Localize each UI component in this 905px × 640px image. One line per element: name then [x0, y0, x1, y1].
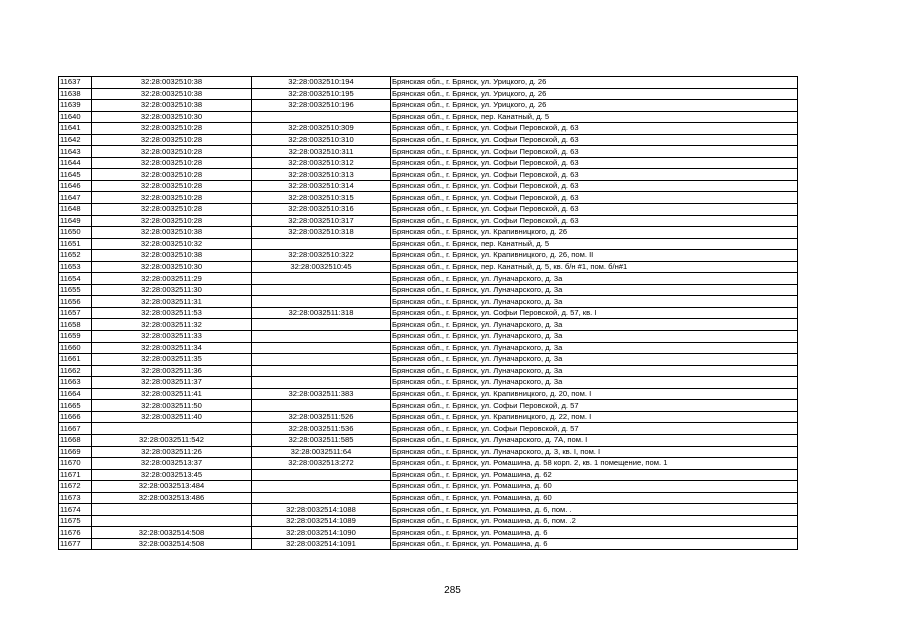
address-cell: Брянская обл., г. Брянск, ул. Ромашина, д. 62 [391, 469, 798, 481]
table-row [59, 469, 798, 481]
address-cell: Брянская обл., г. Брянск, пер. Канатный, д. 5 [391, 238, 798, 250]
table-row [59, 538, 798, 550]
page-number: 285 [444, 585, 461, 596]
object-cadastral-number-cell [252, 469, 391, 481]
parcel-cadastral-number-cell [92, 423, 252, 435]
address-cell: Брянская обл., г. Брянск, ул. Луначарского, д. 3а [391, 273, 798, 285]
row-number-cell: 11667 [59, 423, 92, 435]
address-cell: Брянская обл., г. Брянск, пер. Канатный, д. 5, кв. б/н #1, пом. б/н#1 [391, 261, 798, 273]
row-number-cell: 11672 [59, 481, 92, 493]
table-row [59, 446, 798, 458]
object-cadastral-number-cell: 32:28:0032514:1091 [252, 538, 391, 550]
object-cadastral-number-cell: 32:28:0032510:311 [252, 146, 391, 158]
parcel-cadastral-number-cell [92, 504, 252, 516]
table-row [59, 307, 798, 319]
table-row [59, 273, 798, 285]
address-cell: Брянская обл., г. Брянск, ул. Урицкого, д. 26 [391, 100, 798, 112]
address-cell: Брянская обл., г. Брянск, ул. Ромашина, д. 60 [391, 492, 798, 504]
parcel-cadastral-number-cell: 32:28:0032510:38 [92, 250, 252, 262]
table-row [59, 377, 798, 389]
object-cadastral-number-cell [252, 273, 391, 285]
table-row [59, 296, 798, 308]
table-row [59, 157, 798, 169]
table-row [59, 88, 798, 100]
row-number-cell: 11646 [59, 180, 92, 192]
row-number-cell: 11675 [59, 515, 92, 527]
address-cell: Брянская обл., г. Брянск, ул. Луначарского, д. 3а [391, 331, 798, 343]
address-cell: Брянская обл., г. Брянск, ул. Луначарского, д. 3а [391, 296, 798, 308]
parcel-cadastral-number-cell: 32:28:0032510:38 [92, 227, 252, 239]
address-cell: Брянская обл., г. Брянск, ул. Ромашина, д. 6, пом. . [391, 504, 798, 516]
table-row [59, 492, 798, 504]
address-cell: Брянская обл., г. Брянск, ул. Ромашина, д. 6 [391, 538, 798, 550]
parcel-cadastral-number-cell: 32:28:0032511:32 [92, 319, 252, 331]
parcel-cadastral-number-cell: 32:28:0032510:38 [92, 100, 252, 112]
address-cell: Брянская обл., г. Брянск, ул. Урицкого, д. 26 [391, 88, 798, 100]
address-cell: Брянская обл., г. Брянск, ул. Луначарского, д. 3, кв. I, пом. I [391, 446, 798, 458]
address-cell: Брянская обл., г. Брянск, ул. Луначарского, д. 3а [391, 342, 798, 354]
object-cadastral-number-cell: 32:28:0032510:314 [252, 180, 391, 192]
object-cadastral-number-cell [252, 365, 391, 377]
parcel-cadastral-number-cell: 32:28:0032511:31 [92, 296, 252, 308]
parcel-cadastral-number-cell: 32:28:0032511:53 [92, 307, 252, 319]
row-number-cell: 11658 [59, 319, 92, 331]
object-cadastral-number-cell [252, 331, 391, 343]
object-cadastral-number-cell: 32:28:0032510:196 [252, 100, 391, 112]
address-cell: Брянская обл., г. Брянск, ул. Софьи Перовской, д. 57, кв. I [391, 307, 798, 319]
object-cadastral-number-cell: 32:28:0032511:318 [252, 307, 391, 319]
table-row [59, 423, 798, 435]
address-cell: Брянская обл., г. Брянск, ул. Луначарского, д. 7А, пом. I [391, 434, 798, 446]
row-number-cell: 11652 [59, 250, 92, 262]
row-number-cell: 11654 [59, 273, 92, 285]
object-cadastral-number-cell: 32:28:0032510:45 [252, 261, 391, 273]
row-number-cell: 11671 [59, 469, 92, 481]
object-cadastral-number-cell [252, 492, 391, 504]
address-cell: Брянская обл., г. Брянск, пер. Канатный, д. 5 [391, 111, 798, 123]
object-cadastral-number-cell: 32:28:0032511:526 [252, 411, 391, 423]
row-number-cell: 11663 [59, 377, 92, 389]
row-number-cell: 11670 [59, 458, 92, 470]
table-row [59, 527, 798, 539]
address-cell: Брянская обл., г. Брянск, ул. Софьи Перовской, д. 63 [391, 192, 798, 204]
parcel-cadastral-number-cell: 32:28:0032511:26 [92, 446, 252, 458]
parcel-cadastral-number-cell: 32:28:0032510:28 [92, 146, 252, 158]
table-row [59, 481, 798, 493]
row-number-cell: 11640 [59, 111, 92, 123]
registry-table-body [59, 77, 798, 550]
row-number-cell: 11666 [59, 411, 92, 423]
object-cadastral-number-cell: 32:28:0032511:536 [252, 423, 391, 435]
row-number-cell: 11673 [59, 492, 92, 504]
address-cell: Брянская обл., г. Брянск, ул. Софьи Перовской, д. 57 [391, 400, 798, 412]
parcel-cadastral-number-cell: 32:28:0032511:37 [92, 377, 252, 389]
object-cadastral-number-cell: 32:28:0032510:312 [252, 157, 391, 169]
object-cadastral-number-cell [252, 111, 391, 123]
object-cadastral-number-cell: 32:28:0032510:317 [252, 215, 391, 227]
address-cell: Брянская обл., г. Брянск, ул. Софьи Перовской, д. 63 [391, 157, 798, 169]
row-number-cell: 11660 [59, 342, 92, 354]
row-number-cell: 11668 [59, 434, 92, 446]
object-cadastral-number-cell: 32:28:0032511:585 [252, 434, 391, 446]
address-cell: Брянская обл., г. Брянск, ул. Ромашина, д. 58 корп. 2, кв. 1 помещение, пом. 1 [391, 458, 798, 470]
address-cell: Брянская обл., г. Брянск, ул. Софьи Перовской, д. 57 [391, 423, 798, 435]
table-row [59, 354, 798, 366]
address-cell: Брянская обл., г. Брянск, ул. Урицкого, д. 26 [391, 77, 798, 89]
parcel-cadastral-number-cell: 32:28:0032514:508 [92, 527, 252, 539]
address-cell: Брянская обл., г. Брянск, ул. Луначарского, д. 3а [391, 365, 798, 377]
parcel-cadastral-number-cell: 32:28:0032511:40 [92, 411, 252, 423]
parcel-cadastral-number-cell: 32:28:0032510:30 [92, 261, 252, 273]
object-cadastral-number-cell: 32:28:0032510:315 [252, 192, 391, 204]
parcel-cadastral-number-cell: 32:28:0032510:38 [92, 77, 252, 89]
address-cell: Брянская обл., г. Брянск, ул. Крапивницкого, д. 26 [391, 227, 798, 239]
address-cell: Брянская обл., г. Брянск, ул. Ромашина, д. 60 [391, 481, 798, 493]
parcel-cadastral-number-cell: 32:28:0032511:29 [92, 273, 252, 285]
table-row [59, 504, 798, 516]
address-cell: Брянская обл., г. Брянск, ул. Ромашина, д. 6, пом. .2 [391, 515, 798, 527]
parcel-cadastral-number-cell: 32:28:0032513:486 [92, 492, 252, 504]
table-row [59, 331, 798, 343]
table-row [59, 192, 798, 204]
object-cadastral-number-cell: 32:28:0032514:1089 [252, 515, 391, 527]
object-cadastral-number-cell: 32:28:0032510:309 [252, 123, 391, 135]
row-number-cell: 11637 [59, 77, 92, 89]
object-cadastral-number-cell [252, 284, 391, 296]
parcel-cadastral-number-cell: 32:28:0032513:37 [92, 458, 252, 470]
row-number-cell: 11657 [59, 307, 92, 319]
row-number-cell: 11647 [59, 192, 92, 204]
address-cell: Брянская обл., г. Брянск, ул. Луначарского, д. 3а [391, 377, 798, 389]
object-cadastral-number-cell [252, 481, 391, 493]
address-cell: Брянская обл., г. Брянск, ул. Крапивницкого, д. 20, пом. I [391, 388, 798, 400]
table-row [59, 238, 798, 250]
parcel-cadastral-number-cell: 32:28:0032510:32 [92, 238, 252, 250]
parcel-cadastral-number-cell: 32:28:0032511:33 [92, 331, 252, 343]
table-row [59, 111, 798, 123]
row-number-cell: 11645 [59, 169, 92, 181]
table-row [59, 400, 798, 412]
row-number-cell: 11643 [59, 146, 92, 158]
object-cadastral-number-cell [252, 296, 391, 308]
parcel-cadastral-number-cell: 32:28:0032510:28 [92, 157, 252, 169]
object-cadastral-number-cell [252, 400, 391, 412]
address-cell: Брянская обл., г. Брянск, ул. Софьи Перовской, д. 63 [391, 180, 798, 192]
parcel-cadastral-number-cell: 32:28:0032511:30 [92, 284, 252, 296]
object-cadastral-number-cell: 32:28:0032510:318 [252, 227, 391, 239]
table-row [59, 365, 798, 377]
object-cadastral-number-cell [252, 377, 391, 389]
row-number-cell: 11659 [59, 331, 92, 343]
object-cadastral-number-cell [252, 342, 391, 354]
object-cadastral-number-cell: 32:28:0032513:272 [252, 458, 391, 470]
row-number-cell: 11653 [59, 261, 92, 273]
parcel-cadastral-number-cell: 32:28:0032511:34 [92, 342, 252, 354]
parcel-cadastral-number-cell: 32:28:0032511:41 [92, 388, 252, 400]
row-number-cell: 11677 [59, 538, 92, 550]
table-row [59, 458, 798, 470]
parcel-cadastral-number-cell: 32:28:0032510:30 [92, 111, 252, 123]
parcel-cadastral-number-cell: 32:28:0032511:35 [92, 354, 252, 366]
row-number-cell: 11674 [59, 504, 92, 516]
parcel-cadastral-number-cell: 32:28:0032510:28 [92, 215, 252, 227]
row-number-cell: 11656 [59, 296, 92, 308]
row-number-cell: 11662 [59, 365, 92, 377]
row-number-cell: 11648 [59, 204, 92, 216]
table-row [59, 123, 798, 135]
address-cell: Брянская обл., г. Брянск, ул. Луначарского, д. 3а [391, 354, 798, 366]
parcel-cadastral-number-cell: 32:28:0032510:28 [92, 134, 252, 146]
parcel-cadastral-number-cell: 32:28:0032511:50 [92, 400, 252, 412]
table-row [59, 134, 798, 146]
address-cell: Брянская обл., г. Брянск, ул. Софьи Перовской, д. 63 [391, 134, 798, 146]
row-number-cell: 11665 [59, 400, 92, 412]
object-cadastral-number-cell: 32:28:0032514:1090 [252, 527, 391, 539]
address-cell: Брянская обл., г. Брянск, ул. Крапивницкого, д. 26, пом. II [391, 250, 798, 262]
object-cadastral-number-cell: 32:28:0032510:195 [252, 88, 391, 100]
table-row [59, 342, 798, 354]
parcel-cadastral-number-cell: 32:28:0032514:508 [92, 538, 252, 550]
parcel-cadastral-number-cell: 32:28:0032513:484 [92, 481, 252, 493]
row-number-cell: 11641 [59, 123, 92, 135]
object-cadastral-number-cell: 32:28:0032510:316 [252, 204, 391, 216]
registry-table [58, 76, 798, 550]
table-row [59, 319, 798, 331]
row-number-cell: 11664 [59, 388, 92, 400]
address-cell: Брянская обл., г. Брянск, ул. Крапивницкого, д. 22, пом. I [391, 411, 798, 423]
object-cadastral-number-cell: 32:28:0032511:64 [252, 446, 391, 458]
object-cadastral-number-cell [252, 319, 391, 331]
row-number-cell: 11661 [59, 354, 92, 366]
row-number-cell: 11644 [59, 157, 92, 169]
row-number-cell: 11676 [59, 527, 92, 539]
table-row [59, 434, 798, 446]
table-row [59, 169, 798, 181]
parcel-cadastral-number-cell: 32:28:0032510:28 [92, 204, 252, 216]
row-number-cell: 11655 [59, 284, 92, 296]
address-cell: Брянская обл., г. Брянск, ул. Луначарского, д. 3а [391, 284, 798, 296]
address-cell: Брянская обл., г. Брянск, ул. Софьи Перовской, д. 63 [391, 123, 798, 135]
table-row [59, 204, 798, 216]
table-row [59, 77, 798, 89]
row-number-cell: 11669 [59, 446, 92, 458]
table-row [59, 261, 798, 273]
table-row [59, 284, 798, 296]
object-cadastral-number-cell [252, 354, 391, 366]
address-cell: Брянская обл., г. Брянск, ул. Софьи Перовской, д. 63 [391, 146, 798, 158]
table-row [59, 388, 798, 400]
object-cadastral-number-cell: 32:28:0032514:1088 [252, 504, 391, 516]
table-row [59, 146, 798, 158]
address-cell: Брянская обл., г. Брянск, ул. Луначарского, д. 3а [391, 319, 798, 331]
parcel-cadastral-number-cell: 32:28:0032511:542 [92, 434, 252, 446]
table-row [59, 227, 798, 239]
table-row [59, 411, 798, 423]
row-number-cell: 11638 [59, 88, 92, 100]
table-row [59, 100, 798, 112]
address-cell: Брянская обл., г. Брянск, ул. Ромашина, д. 6 [391, 527, 798, 539]
object-cadastral-number-cell [252, 238, 391, 250]
object-cadastral-number-cell: 32:28:0032511:383 [252, 388, 391, 400]
address-cell: Брянская обл., г. Брянск, ул. Софьи Перовской, д. 63 [391, 204, 798, 216]
parcel-cadastral-number-cell: 32:28:0032510:38 [92, 88, 252, 100]
object-cadastral-number-cell: 32:28:0032510:313 [252, 169, 391, 181]
table-row [59, 515, 798, 527]
row-number-cell: 11651 [59, 238, 92, 250]
table-row [59, 215, 798, 227]
parcel-cadastral-number-cell: 32:28:0032510:28 [92, 123, 252, 135]
object-cadastral-number-cell: 32:28:0032510:194 [252, 77, 391, 89]
row-number-cell: 11649 [59, 215, 92, 227]
row-number-cell: 11642 [59, 134, 92, 146]
object-cadastral-number-cell: 32:28:0032510:310 [252, 134, 391, 146]
row-number-cell: 11650 [59, 227, 92, 239]
address-cell: Брянская обл., г. Брянск, ул. Софьи Перовской, д. 63 [391, 169, 798, 181]
parcel-cadastral-number-cell: 32:28:0032510:28 [92, 180, 252, 192]
object-cadastral-number-cell: 32:28:0032510:322 [252, 250, 391, 262]
address-cell: Брянская обл., г. Брянск, ул. Софьи Перовской, д. 63 [391, 215, 798, 227]
row-number-cell: 11639 [59, 100, 92, 112]
parcel-cadastral-number-cell [92, 515, 252, 527]
parcel-cadastral-number-cell: 32:28:0032510:28 [92, 169, 252, 181]
parcel-cadastral-number-cell: 32:28:0032510:28 [92, 192, 252, 204]
parcel-cadastral-number-cell: 32:28:0032511:36 [92, 365, 252, 377]
table-row [59, 180, 798, 192]
table-row [59, 250, 798, 262]
parcel-cadastral-number-cell: 32:28:0032513:45 [92, 469, 252, 481]
